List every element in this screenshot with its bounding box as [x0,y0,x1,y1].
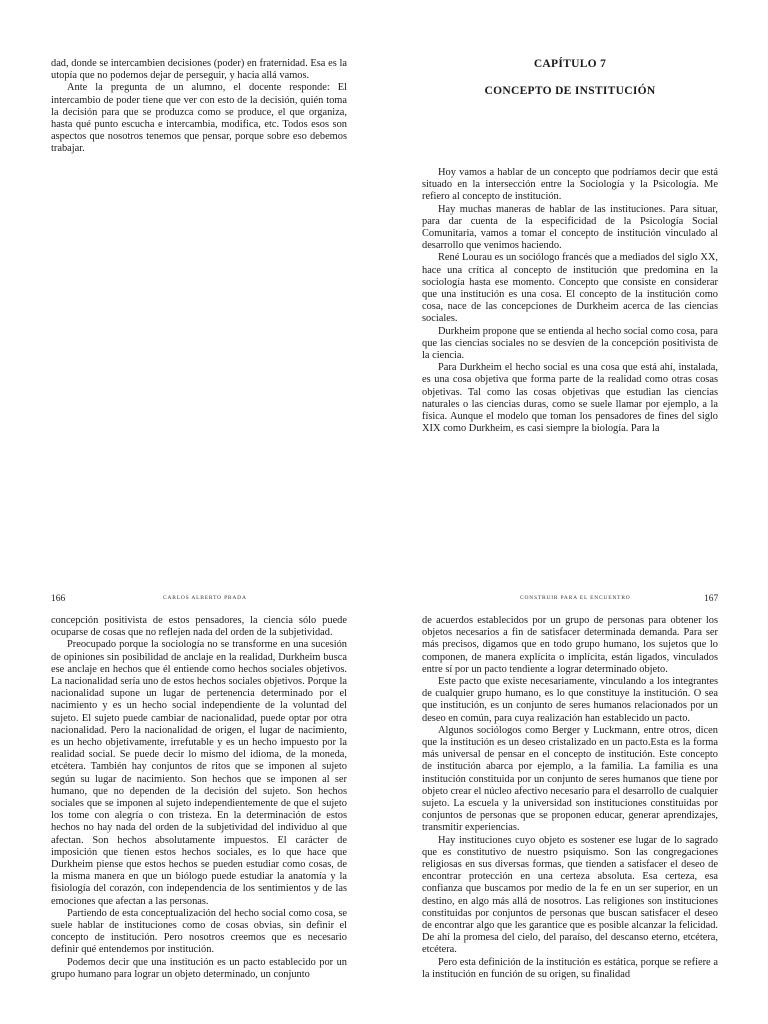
chapter-number: CAPÍTULO 7 [533,58,607,70]
paragraph: Pero esta definición de la institución es estática, porque se refiere a la institución en función de su origen, su finalidad [422,956,718,980]
paragraph: Este pacto que existe necesariamente, vinculando a los integrantes de cualquier grupo humano, es lo que constituye la institución. O sea que institución, es un conjunto de seres humanos relacionados por un deseo en común, para cuya realización han establecido un pacto. [422,676,718,724]
upper-right-text-column [422,167,718,435]
paragraph: Preocupado porque la sociología no se transforme en una sucesión de opiniones sin posibilidad de anclaje en la realidad, Durkheim busca ese anclaje en hechos que él entiende como hechos sociales objetivos. La nacionalidad sería uno de estos hechos sociales objetivos. Porque la nacionalidad supone un lugar de pertenencia determinado por el nacimiento y es un hecho social independiente de la voluntad del sujeto. El sujeto puede cambiar de nacionalidad, puede optar por otra nacionalidad. Pero la nacionalidad de origen, el lugar de nacimiento, es un hecho objetivamente, irrefutable y es un hecho impuesto por la realidad social. Se puede decir lo mismo del idioma, de la moneda, etcétera. También hay conjuntos de ritos que se imponen al sujeto según su lugar de nacimiento. Son hechos que se imponen al ser humano, que no dependen de la decisión del sujeto. Son hechos sociales que se imponen al sujeto independientemente de que el sujeto los tome con alegría o con tristeza. En la determinación de estos hechos no hay nada del orden de la subjetividad del individuo al que afectan. Son hechos absolutamente impuestos. El carácter de imposición que tienen estos hechos sociales, es lo que hace que Durkheim piense que estos hechos se pueden estudiar como cosas, de la misma manera en que un biólogo puede estudiar la anatomía y la fisiología del corazón, con independencia de los sentimientos y de las emociones que afectan a las personas. [51,639,347,907]
paragraph: concepción positivista de estos pensadores, la ciencia sólo puede ocuparse de cosas que no reflejen nada del orden de la subjetividad. [51,615,347,639]
paragraph: Hay muchas maneras de hablar de las instituciones. Para situar, para dar cuenta de la especificidad de la Psicología Social Comunitaria, vamos a tomar el concepto de institución vinculado al desarrollo que venimos haciendo. [422,203,718,252]
right-running-head: CONSTRUIR PARA EL ENCUENTRO [520,595,631,601]
paragraph: Partiendo de esta conceptualización del hecho social como cosa, se suele hablar de instituciones como de cosas obvias, sin definir el concepto de institución. Pero nosotros creemos que es necesario definir qué entendemos por institución. [51,907,347,956]
paragraph: Para Durkheim el hecho social es una cosa que está ahí, instalada, es una cosa objetiva que forma parte de la realidad como otras cosas objetivas. Tal como las cosas objetivas que estudian las ciencias naturales o las ciencias duras, como se suele llamar por ejemplo, a la física. Aunque el modelo que toman los pensadores de fines del siglo XIX como Durkheim, es casi siempre la biología. Para la [422,362,718,435]
lower-left-text-column [51,615,347,981]
paragraph: de acuerdos establecidos por un grupo de personas para obtener los objetos necesarios a fin de satisfacer determinada demanda. Para ser más precisos, digamos que en todo grupo humano, los sujetos que lo componen, de manera explícita o implícita, están ligados, vinculados entre sí por un pacto tendiente a lograr determinado objeto. [422,615,718,675]
chapter-title: CONCEPTO DE INSTITUCIÓN [484,85,656,97]
paragraph: René Lourau es un sociólogo francés que a mediados del siglo XX, hace una crítica al concepto de institución que predomina en la sociología hasta ese momento. Concepto que consiste en considerar que una institución es una cosa. El concepto de la institución como cosa, nace de las concepciones de Durkheim acerca de las ciencias sociales. [422,252,718,325]
paragraph: Durkheim propone que se entienda al hecho social como cosa, para que las ciencias sociales no se desvíen de la concepción positivista de la ciencia. [422,325,718,362]
lower-right-text-column [422,615,718,981]
paragraph: Podemos decir que una institución es un pacto establecido por un grupo humano para lograr un objeto determinado, un conjunto [51,956,347,980]
paragraph: Algunos sociólogos como Berger y Luckmann, entre otros, dicen que la institución es un deseo cristalizado en un pacto.Esta es la forma más universal de pensar en el concepto de institución. Este concepto de institución abarca por ejemplo, a la familia. La familia es una institución constituida por un conjunto de seres humanos que tiene por objeto crear el núcleo afectivo necesario para el desarrollo de cualquier sujeto. La escuela y la universidad son instituciones constituidas por conjuntos de personas que se proponen educar, generar aprendizajes, transmitir experiencias. [422,724,718,834]
left-page-number: 166 [51,594,66,604]
left-running-head: CARLOS ALBERTO PRADA [163,595,247,601]
paragraph: dad, donde se intercambien decisiones (poder) en fraternidad. Esa es la utopía que no podemos dejar de perseguir, y hacia allá vamos. [51,58,347,82]
paragraph: Hay instituciones cuyo objeto es sostener ese lugar de lo sagrado que es constitutivo de nuestro psiquismo. Son las congregaciones religiosas en sus diversas formas, que tienden a satisfacer el deseo de encontrar protección en una certeza absoluta. Esa certeza, esa confianza que buscamos por medio de la fe en un ser superior, en un destino, en algo más allá de nosotros. Las religiones son instituciones constituidas por conjuntos de personas que buscan satisfacer el deseo de encontrar algo que les garantice que es posible alcanzar la felicidad. De ahí la promesa del cielo, del paraíso, del descanso eterno, etcétera, etcétera. [422,834,718,956]
right-page-number: 167 [704,594,719,604]
upper-left-text-column [51,58,347,156]
paragraph: Hoy vamos a hablar de un concepto que podríamos decir que está situado en la intersección entre la Sociología y la Psicología. Me refiero al concepto de institución. [422,167,718,203]
paragraph: Ante la pregunta de un alumno, el docente responde: El intercambio de poder tiene que ver con esto de la decisión, quién toma la decisión para que se produzca como se produce, el que organiza, hasta qué punto escucha e intercambia, modifica, etc. Todos esos son aspectos que nosotros tenemos que pensar, porque sobre eso debemos trabajar. [51,82,347,155]
